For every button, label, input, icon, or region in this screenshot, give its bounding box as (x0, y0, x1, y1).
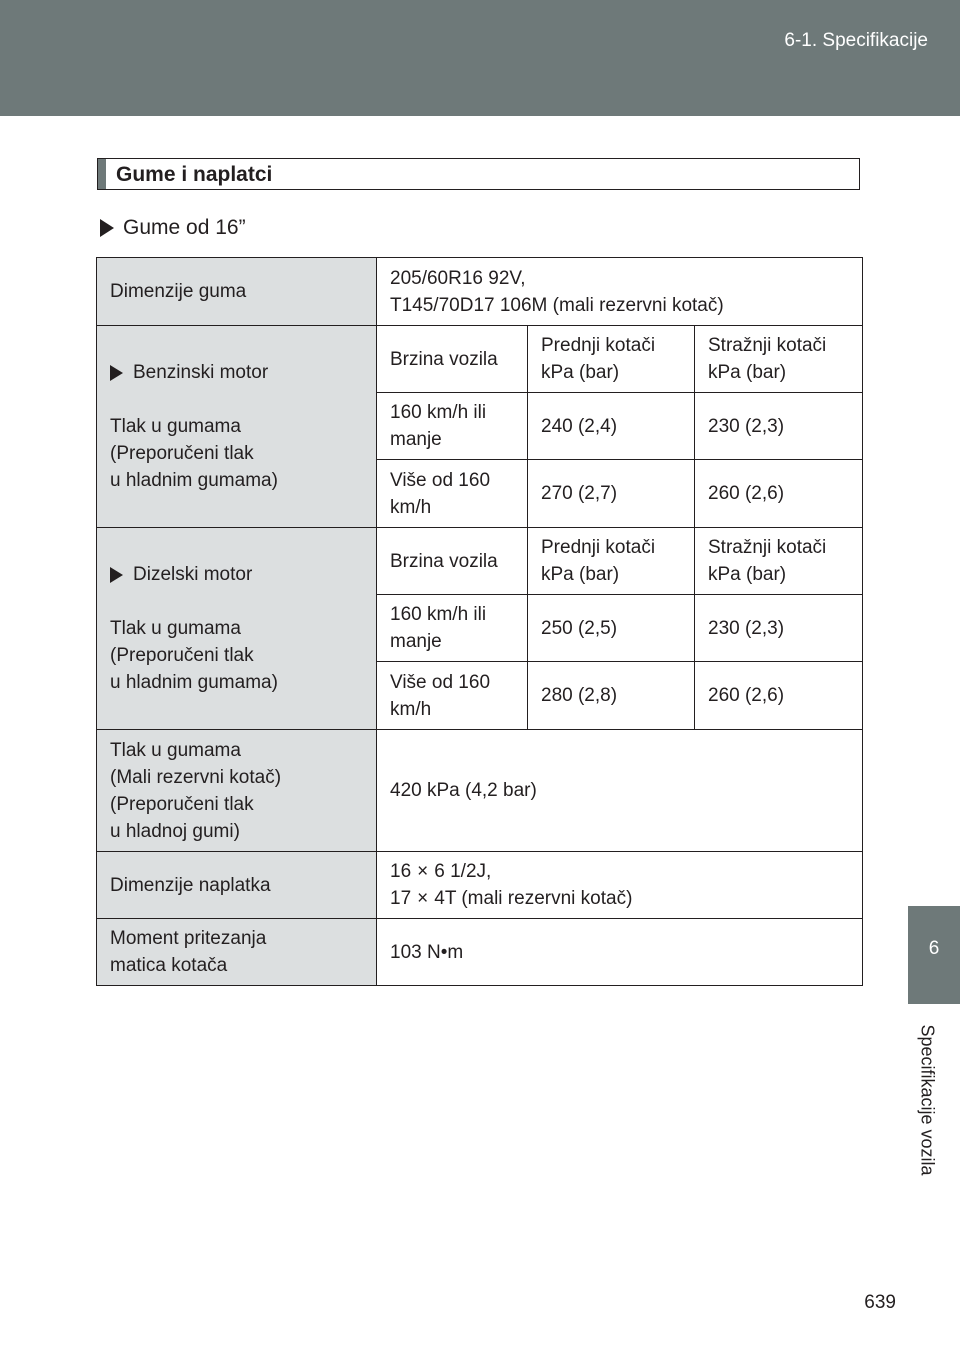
cell-line: Više od 160 (390, 469, 491, 491)
engine-name: Dizelski motor (133, 564, 253, 585)
rear-pressure-cell: 230 (2,3) (695, 595, 863, 662)
cell-line: Više od 160 (390, 671, 491, 693)
front-pressure-cell: 280 (2,8) (528, 662, 695, 730)
rear-pressure-cell: 260 (2,6) (695, 460, 863, 528)
chapter-tab-number: 6 (928, 938, 940, 959)
multiply-icon: × (417, 861, 429, 882)
cell-line: 160 km/h ili (390, 604, 487, 625)
label-line: u hladnim gumama) (110, 470, 278, 491)
label-line: Tlak u gumama (110, 416, 241, 437)
tire-size-value (377, 258, 863, 326)
spare-pressure-value: 420 kPa (4,2 bar) (377, 730, 863, 852)
header-line: kPa (bar) (708, 564, 787, 585)
engine-heading (110, 561, 363, 588)
wheel-size-label: Dimenzije naplatka (97, 852, 377, 919)
label-line: matica kotača (110, 955, 228, 976)
speed-cell (377, 460, 528, 528)
petrol-pressure-label (97, 326, 377, 528)
cell-line: 160 km/h ili (390, 402, 487, 423)
front-pressure-cell: 250 (2,5) (528, 595, 695, 662)
speed-header: Brzina vozila (377, 528, 528, 595)
triangle-right-icon (110, 365, 123, 381)
front-header (528, 326, 695, 393)
engine-name: Benzinski motor (133, 362, 269, 383)
tire-spec-table (96, 257, 863, 986)
table-row (97, 730, 863, 852)
tire-size-label: Dimenzije guma (97, 258, 377, 326)
speed-header: Brzina vozila (377, 326, 528, 393)
table-row (97, 258, 863, 326)
section-heading (97, 158, 860, 190)
engine-heading (110, 359, 363, 386)
rear-pressure-cell: 260 (2,6) (695, 662, 863, 730)
front-header (528, 528, 695, 595)
header-line: Prednji kotači (541, 537, 656, 558)
section-header-title: 6-1. Specifikacije (784, 30, 928, 51)
header-line: Stražnji kotači (708, 335, 827, 356)
subheading (100, 216, 246, 240)
speed-cell (377, 595, 528, 662)
speed-cell (377, 393, 528, 460)
chapter-tab-label: Specifikacije vozila (917, 1024, 938, 1176)
page-number: 639 (864, 1292, 896, 1313)
label-line: Tlak u gumama (110, 739, 241, 761)
cell-line: manje (390, 631, 442, 652)
diesel-pressure-label (97, 528, 377, 730)
wheel-size-value (377, 852, 863, 919)
table-row (97, 852, 863, 919)
label-line: u hladnim gumama) (110, 672, 278, 693)
triangle-right-icon (110, 567, 123, 583)
torque-label (97, 919, 377, 986)
label-line: (Preporučeni tlak (110, 443, 254, 464)
label-line: (Preporučeni tlak (110, 645, 254, 666)
header-line: kPa (bar) (541, 362, 620, 383)
header-line: kPa (bar) (708, 362, 787, 383)
header-band (0, 0, 960, 116)
label-line: u hladnoj gumi) (110, 820, 240, 842)
rear-header (695, 326, 863, 393)
header-line: Stražnji kotači (708, 537, 827, 558)
tire-size-line: T145/70D17 106M (mali rezervni kotač) (390, 294, 724, 316)
label-line: Tlak u gumama (110, 618, 241, 639)
speed-cell (377, 662, 528, 730)
triangle-right-icon (100, 219, 114, 237)
table-row (97, 528, 863, 595)
header-line: Prednji kotači (541, 335, 656, 356)
spare-pressure-label (97, 730, 377, 852)
cell-line: km/h (390, 698, 432, 720)
label-line: (Mali rezervni kotač) (110, 766, 282, 788)
tire-size-line: 205/60R16 92V, (390, 267, 526, 289)
section-heading-bar (98, 159, 106, 189)
section-heading-title: Gume i naplatci (116, 163, 273, 186)
cell-line: km/h (390, 496, 432, 518)
rear-header (695, 528, 863, 595)
torque-value: 103 N•m (377, 919, 863, 986)
label-line: (Preporučeni tlak (110, 793, 254, 815)
rear-pressure-cell: 230 (2,3) (695, 393, 863, 460)
front-pressure-cell: 270 (2,7) (528, 460, 695, 528)
multiply-icon: × (417, 888, 429, 909)
subheading-text: Gume od 16” (123, 216, 246, 239)
front-pressure-cell: 240 (2,4) (528, 393, 695, 460)
cell-line: manje (390, 429, 442, 450)
wheel-size-line: 17 × 4T (mali rezervni kotač) (390, 888, 633, 909)
table-row (97, 326, 863, 393)
header-line: kPa (bar) (541, 564, 620, 585)
label-line: Moment pritezanja (110, 928, 267, 949)
table-row (97, 919, 863, 986)
wheel-size-line: 16 × 6 1/2J, (390, 861, 492, 882)
